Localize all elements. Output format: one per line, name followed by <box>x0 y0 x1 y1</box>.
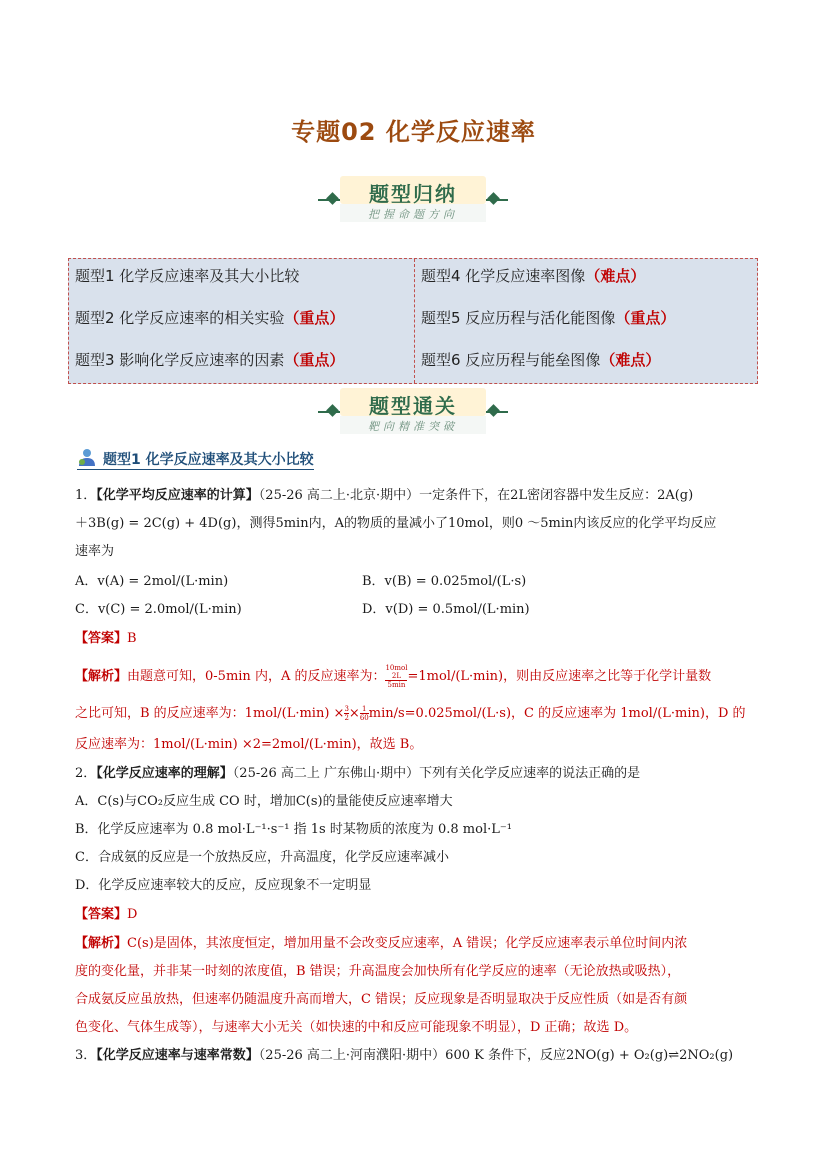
option-a[interactable]: A．C(s)与CO₂反应生成 CO 时，增加C(s)的量能使反应速率增大 <box>75 794 453 809</box>
question-1-line: 1．【化学平均反应速率的计算】（25-26 高二上·北京·期中）一定条件下，在2L密闭容器中发生反应：2A(g) <box>75 488 694 503</box>
explanation-line: 色变化、气体生成等），与速率大小无关（如快速的中和反应可能现象不明显），D 正确；故选 D。 <box>75 1020 638 1035</box>
type-item[interactable]: 题型5 反应历程与活化能图像（重点） <box>421 309 676 327</box>
option-d[interactable]: D．v(D) = 0.5mol/(L·min) <box>362 602 530 617</box>
people-icon <box>77 448 97 468</box>
diamond-icon <box>326 192 339 205</box>
type-item[interactable]: 题型6 反应历程与能垒图像（难点） <box>421 351 661 369</box>
option-a[interactable]: A．v(A) = 2mol/(L·min) <box>75 574 229 589</box>
diamond-icon <box>326 404 339 417</box>
diamond-icon <box>487 404 500 417</box>
type-item[interactable]: 题型3 影响化学反应速率的因素（重点） <box>75 351 345 369</box>
banner-title: 题型通关 <box>369 394 457 418</box>
explanation-line: 反应速率为：1mol/(L·min) ×2=2mol/(L·min)，故选 B。 <box>75 737 423 752</box>
question-2-line: 2．【化学反应速率的理解】（25-26 高二上 广东佛山·期中）下列有关化学反应速率的说法正确的是 <box>75 766 641 781</box>
explanation-line: 合成氨反应虽放热，但速率仍随温度升高而增大，C 错误；反应现象是否明显取决于反应性质（如是否有颜 <box>75 992 688 1007</box>
answer: 【答案】B <box>75 631 137 646</box>
banner-subtitle: 靶向精准突破 <box>368 420 458 433</box>
explanation-line: 之比可知，B 的反应速率为：1mol/(L·min) × $\frac{3}{2}$ × $\frac{1}{60}$ min/s=0.025mol/(L·s)，C 的反应速率为 1mol/(L·min)，D 的 <box>75 705 746 722</box>
option-c[interactable]: C．v(C) = 2.0mol/(L·min) <box>75 602 242 617</box>
explanation-line: 度的变化量，并非某一时刻的浓度值，B 错误；升高温度会加快所有化学反应的速率（无论放热或吸热）， <box>75 964 681 979</box>
banner-subtitle: 把握命题方向 <box>368 208 458 221</box>
explanation-line: 【解析】C(s)是固体，其浓度恒定，增加用量不会改变反应速率，A 错误；化学反应速率表示单位时间内浓 <box>75 936 688 951</box>
question-1-line: 速率为 <box>75 544 115 559</box>
option-d[interactable]: D．化学反应速率较大的反应，反应现象不一定明显 <box>75 878 372 893</box>
type-item[interactable]: 题型2 化学反应速率的相关实验（重点） <box>75 309 345 327</box>
question-3-line: 3．【化学反应速率与速率常数】（25-26 高二上·河南濮阳·期中）600 K 条件下，反应2NO(g) + O₂(g)⇌2NO₂(g) <box>75 1048 734 1063</box>
type-item[interactable]: 题型1 化学反应速率及其大小比较 <box>75 267 300 285</box>
page-title: 专题02 化学反应速率 <box>291 118 536 146</box>
banner-title: 题型归纳 <box>369 182 457 206</box>
option-b[interactable]: B．v(B) = 0.025mol/(L·s) <box>362 574 527 589</box>
explanation-line: 【解析】由题意可知，0-5min 内，A 的反应速率为： 10mol 2L 5min =1mol/(L·min)，则由反应速率之比等于化学计量数 <box>75 664 712 689</box>
option-b[interactable]: B．化学反应速率为 0.8 mol·L⁻¹·s⁻¹ 指 1s 时某物质的浓度为 0.8 mol·L⁻¹ <box>75 822 512 837</box>
section-heading: 题型1 化学反应速率及其大小比较 <box>77 449 314 470</box>
question-1-line: ＋3B(g) = 2C(g) + 4D(g)，测得5min内，A的物质的量减小了10mol，则0 ～5min内该反应的化学平均反应 <box>75 516 717 531</box>
answer: 【答案】D <box>75 907 138 922</box>
diamond-icon <box>487 192 500 205</box>
question-type-grid <box>68 258 758 384</box>
option-c[interactable]: C．合成氨的反应是一个放热反应，升高温度，化学反应速率减小 <box>75 850 449 865</box>
section-banner-practice <box>318 388 508 436</box>
section-banner-overview <box>318 176 508 224</box>
type-item[interactable]: 题型4 化学反应速率图像（难点） <box>421 267 646 285</box>
